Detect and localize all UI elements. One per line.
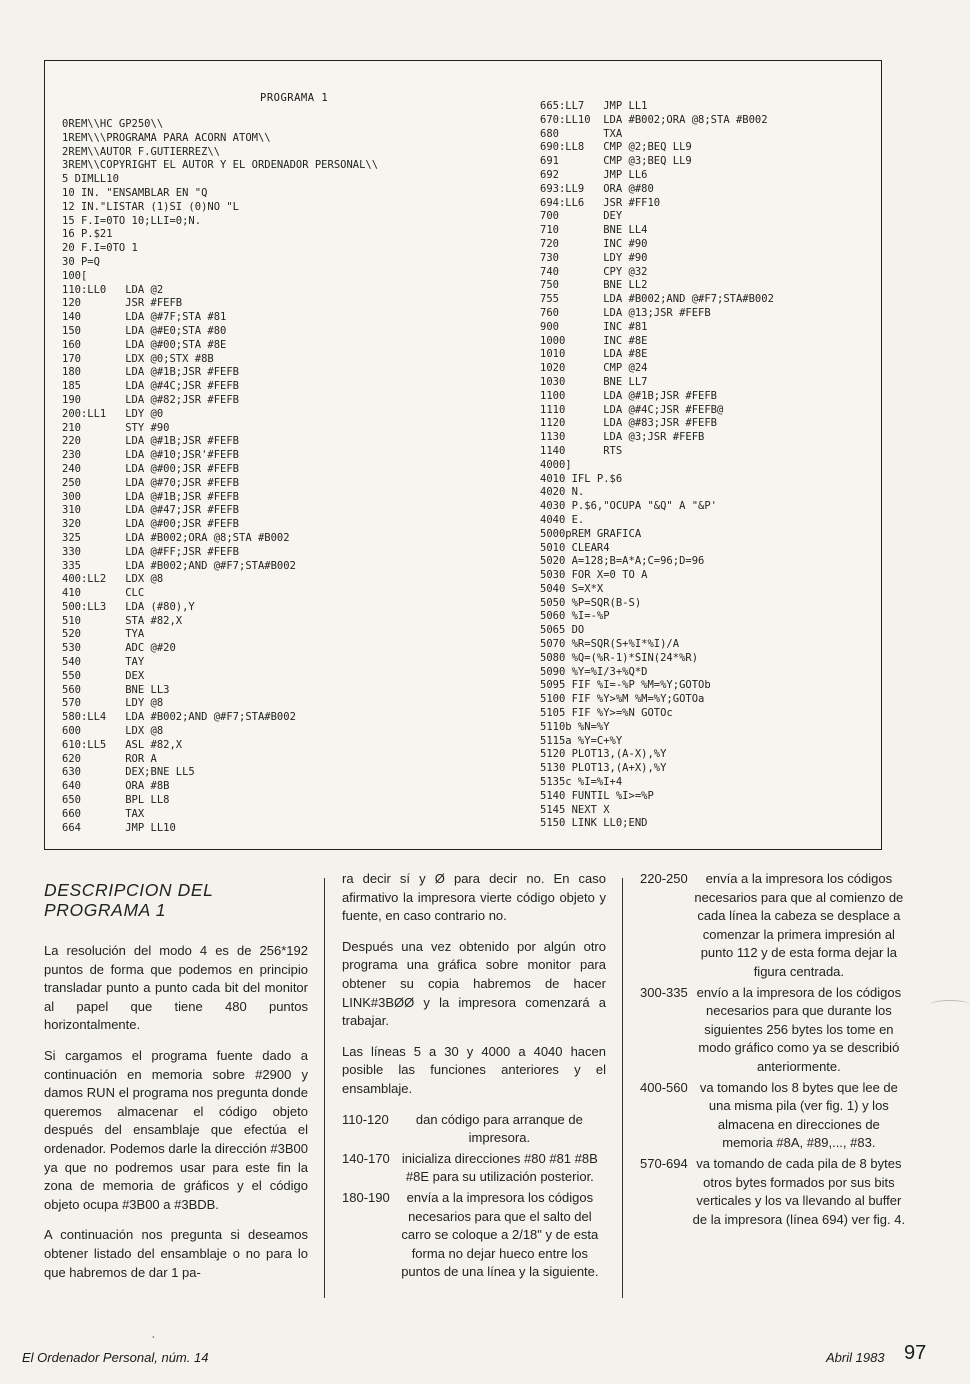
line-reference: [342, 1150, 606, 1187]
code-line: 630 DEX;BNE LL5: [62, 766, 195, 779]
code-line: 530 ADC @#20: [62, 642, 176, 655]
code-line: 693:LL9 ORA @#80: [540, 182, 654, 195]
code-line: 5110b %N=%Y: [540, 720, 610, 733]
code-line: 2REM\\AUTOR F.GUTIERREZ\\: [62, 145, 221, 158]
code-line: 1100 LDA @#1B;JSR #FEFB: [540, 389, 718, 402]
code-line: 4010 IFL P.$6: [540, 472, 623, 485]
code-line: 540 TAY: [62, 656, 145, 669]
code-line: 150 LDA @#E0;STA #80: [62, 324, 227, 337]
line-description: envío a la impresora de los códigos necesarios para que durante los siguientes 256 bytes los tome en modo gráfico como ya se describió anteriormente.: [696, 984, 902, 1074]
code-line: 5010 CLEAR4: [540, 541, 610, 554]
code-line: 610:LL5 ASL #82,X: [62, 738, 183, 751]
paragraph: A continuación nos pregunta si deseamos obtener listado del ensamblaje o no para lo que habremos de dar 1 pa-: [44, 1227, 308, 1280]
code-line: 4030 P.$6,"OCUPA "&Q" A "&P': [540, 500, 718, 513]
code-line: 500:LL3 LDA (#80),Y: [62, 600, 195, 613]
code-line: 660 TAX: [62, 807, 145, 820]
code-line: 730 LDY #90: [540, 251, 648, 264]
code-line: 5095 FIF %I=-%P %M=%Y;GOTOb: [540, 679, 711, 692]
heading-line-2: PROGRAMA 1: [44, 900, 167, 920]
paragraph: Si cargamos el programa fuente dado a continuación en memoria sobre #2900 y damos RUN el programa nos pregunta donde queremos almacenar el código objeto después del ensamblaje que efectúa el ordenador. Podemos darle la dirección #3B00 ya que no podremos usar para este fin la zona de memoria de gráficos y el código objeto ocupa #3B00 a #3BDB.: [44, 1047, 308, 1212]
code-line: 250 LDA @#70;JSR #FEFB: [62, 476, 240, 489]
code-line: 680 TXA: [540, 127, 623, 140]
code-line: 550 DEX: [62, 669, 145, 682]
code-line: 5100 FIF %Y>%M %M=%Y;GOTOa: [540, 693, 705, 706]
code-line: 5 DIMLL10: [62, 173, 119, 186]
code-line: 190 LDA @#82;JSR #FEFB: [62, 393, 240, 406]
page-edge-mark: [930, 1000, 970, 1009]
code-line: 180 LDA @#1B;JSR #FEFB: [62, 366, 240, 379]
code-line: 665:LL7 JMP LL1: [540, 100, 648, 112]
line-range: 220-250: [640, 871, 688, 886]
line-reference: [640, 984, 906, 1077]
code-line: 694:LL6 JSR #FF10: [540, 196, 661, 209]
code-line: 900 INC #81: [540, 320, 648, 333]
code-line: 692 JMP LL6: [540, 168, 648, 181]
line-range: 570-694: [640, 1155, 688, 1171]
column-divider: [622, 878, 623, 1298]
code-line: 5080 %Q=(%R-1)*SIN(24*%R): [540, 651, 699, 664]
code-line: 1010 LDA #8E: [540, 348, 648, 361]
line-description: dan código para arranque de impresora.: [415, 1111, 583, 1146]
listing-title: PROGRAMA 1: [260, 92, 329, 104]
code-line: 100[: [62, 269, 88, 282]
code-line: 5090 %Y=%I/3+%Q*D: [540, 665, 648, 678]
code-line: 1000 INC #8E: [540, 334, 648, 347]
paragraph: Después una vez obtenido por algún otro programa una gráfica sobre monitor para obtener su copia habremos de hacer LINK#3BØØ y la impresora comenzará a trabajar.: [342, 938, 606, 1029]
code-line: 5020 A=128;B=A*A;C=96;D=96: [540, 555, 705, 568]
footer-magazine: El Ordenador Personal, núm. 14: [22, 1350, 209, 1365]
code-line: 12 IN."LISTAR (1)SI (0)NO "L: [62, 200, 240, 213]
code-line: 325 LDA #B002;ORA @8;STA #B002: [62, 531, 290, 544]
code-listing-left: [62, 118, 378, 835]
line-range: 110-120: [342, 1111, 389, 1127]
code-line: 510 STA #82,X: [62, 614, 183, 627]
line-reference: [342, 1189, 606, 1282]
code-line: 600 LDX @8: [62, 725, 164, 738]
code-line: 320 LDA @#00;JSR #FEFB: [62, 518, 240, 531]
code-line: 1110 LDA @#4C;JSR #FEFB@: [540, 403, 724, 416]
line-range: 300-335: [640, 984, 688, 1000]
code-line: 5060 %I=-%P: [540, 610, 610, 623]
line-reference: [640, 1079, 906, 1153]
code-line: 760 LDA @13;JSR #FEFB: [540, 306, 711, 319]
code-line: 310 LDA @#47;JSR #FEFB: [62, 504, 240, 517]
code-line: 1030 BNE LL7: [540, 375, 648, 388]
code-line: 740 CPY @32: [540, 265, 648, 278]
code-line: 5130 PLOT13,(A+X),%Y: [540, 762, 667, 775]
line-range: 180-190: [342, 1189, 390, 1205]
line-description: envía a la impresora los códigos necesarios para que el salto del carro se coloque a 2/18" y de esta forma no dejar hueco entre los puntos de una línea y la siguiente.: [401, 1189, 599, 1280]
line-range: 140-170: [342, 1150, 390, 1166]
line-reference: [342, 1111, 606, 1148]
page-number: 97: [904, 1342, 927, 1364]
code-line: 690:LL8 CMP @2;BEQ LL9: [540, 141, 692, 154]
code-line: 300 LDA @#1B;JSR #FEFB: [62, 490, 240, 503]
article-heading: [44, 880, 308, 920]
line-range: 400-560: [640, 1079, 688, 1095]
code-line: 200:LL1 LDY @0: [62, 407, 164, 420]
code-line: 650 BPL LL8: [62, 794, 170, 807]
line-description: va tomando los 8 bytes que lee de una misma pila (ver fig. 1) y los almacena en direcciones de memoria #8A, #89,..., #83.: [699, 1079, 898, 1151]
code-line: 110:LL0 LDA @2: [62, 283, 164, 296]
code-line: 580:LL4 LDA #B002;AND @#F7;STA#B002: [62, 711, 296, 724]
code-line: 5145 NEXT X: [540, 803, 610, 816]
line-description: envía a la impresora los códigos necesarios para que al comienzo de cada línea la cabeza se desplace a comenzar la primera impresión al punto 112 y de esta forma dejar la figura centrada.: [694, 871, 904, 979]
code-line: 330 LDA @#FF;JSR #FEFB: [62, 545, 240, 558]
code-line: 750 BNE LL2: [540, 279, 648, 292]
heading-line-1: DESCRIPCION DEL: [44, 880, 214, 900]
code-line: 5050 %P=SQR(B-S): [540, 596, 642, 609]
code-line: 520 TYA: [62, 628, 145, 641]
article-column-2: [342, 870, 606, 1284]
code-line: 620 ROR A: [62, 752, 157, 765]
footer-date: Abril 1983: [826, 1350, 885, 1365]
code-line: 335 LDA #B002;AND @#F7;STA#B002: [62, 559, 296, 572]
code-line: 570 LDY @8: [62, 697, 164, 710]
code-line: 160 LDA @#00;STA #8E: [62, 338, 227, 351]
code-line: 640 ORA #8B: [62, 780, 170, 793]
line-reference: [640, 870, 906, 982]
paragraph: ra decir sí y Ø para decir no. En caso afirmativo la impresora vierte código objeto y fuente, en caso contrario no.: [342, 871, 606, 924]
code-line: 710 BNE LL4: [540, 224, 648, 237]
code-line: 0REM\\HC GP250\\: [62, 118, 164, 130]
code-line: 755 LDA #B002;AND @#F7;STA#B002: [540, 293, 774, 306]
code-line: 20 F.I=0TO 1: [62, 242, 138, 255]
code-line: 5040 S=X*X: [540, 582, 604, 595]
code-line: 5030 FOR X=0 TO A: [540, 569, 648, 582]
code-line: 1REM\\\PROGRAMA PARA ACORN ATOM\\: [62, 131, 271, 144]
code-line: 4000]: [540, 458, 572, 471]
code-line: 700 DEY: [540, 210, 623, 223]
code-line: 670:LL10 LDA #B002;ORA @8;STA #B002: [540, 113, 768, 126]
code-line: 15 F.I=0TO 10;LLI=0;N.: [62, 214, 202, 227]
code-line: 120 JSR #FEFB: [62, 297, 183, 310]
code-line: 5120 PLOT13,(A-X),%Y: [540, 748, 667, 761]
code-line: 400:LL2 LDX @8: [62, 573, 164, 586]
code-line: 240 LDA @#00;JSR #FEFB: [62, 462, 240, 475]
code-line: 10 IN. "ENSAMBLAR EN "Q: [62, 186, 208, 199]
article-column-1: [44, 880, 308, 1294]
code-line: 1120 LDA @#83;JSR #FEFB: [540, 417, 718, 430]
code-line: 5115a %Y=C+%Y: [540, 734, 623, 747]
line-reference: [640, 1155, 906, 1229]
code-line: 1140 RTS: [540, 444, 623, 457]
code-line: 185 LDA @#4C;JSR #FEFB: [62, 380, 240, 393]
paragraph: La resolución del modo 4 es de 256*192 puntos de forma que podemos en principio transladar punto a punto cada bit del monitor al papel que tiene 480 puntos horizontalmente.: [44, 943, 308, 1033]
line-reference-list: [342, 1111, 606, 1282]
paragraph: Las líneas 5 a 30 y 4000 a 4040 hacen posible las funciones anteriores y el ensamblaje.: [342, 1043, 606, 1096]
code-line: 140 LDA @#7F;STA #81: [62, 311, 227, 324]
line-description: va tomando de cada pila de 8 bytes otros bytes formados por sus bits verticales y los va llevando al buffer de la impresora (línea 694) ver fig. 4.: [692, 1155, 906, 1227]
code-line: 5070 %R=SQR(S+%I*%I)/A: [540, 638, 680, 651]
code-line: 5105 FIF %Y>=%N GOTOc: [540, 707, 673, 720]
code-line: 5140 FUNTIL %I>=%P: [540, 789, 654, 802]
code-line: 220 LDA @#1B;JSR #FEFB: [62, 435, 240, 448]
code-line: 5065 DO: [540, 624, 585, 637]
article-column-3: [640, 870, 906, 1231]
code-line: 16 P.$21: [62, 228, 113, 241]
code-line: 664 JMP LL10: [62, 821, 176, 834]
code-line: 230 LDA @#10;JSR'#FEFB: [62, 449, 240, 462]
code-line: 720 INC #90: [540, 237, 648, 250]
line-reference-list: [640, 870, 906, 1229]
code-line: 5000pREM GRAFICA: [540, 527, 642, 540]
code-line: 30 P=Q: [62, 255, 100, 268]
code-line: 5150 LINK LL0;END: [540, 817, 648, 830]
code-line: 410 CLC: [62, 587, 145, 600]
code-listing-right: [540, 100, 774, 831]
code-line: 170 LDX @0;STX #8B: [62, 352, 214, 365]
code-line: 1020 CMP @24: [540, 362, 648, 375]
code-line: 1130 LDA @3;JSR #FEFB: [540, 431, 705, 444]
code-line: 3REM\\COPYRIGHT EL AUTOR Y EL ORDENADOR PERSONAL\\: [62, 159, 379, 172]
code-line: 691 CMP @3;BEQ LL9: [540, 155, 692, 168]
code-line: 4020 N.: [540, 486, 585, 499]
code-line: 560 BNE LL3: [62, 683, 170, 696]
line-description: inicializa direcciones #80 #81 #8B #8E para su utilización posterior.: [401, 1150, 598, 1185]
code-line: 210 STY #90: [62, 421, 170, 434]
column-divider: [324, 878, 325, 1298]
code-line: 4040 E.: [540, 513, 585, 526]
code-line: 5135c %I=%I+4: [540, 776, 623, 789]
print-mark: ˎ: [152, 1328, 156, 1339]
